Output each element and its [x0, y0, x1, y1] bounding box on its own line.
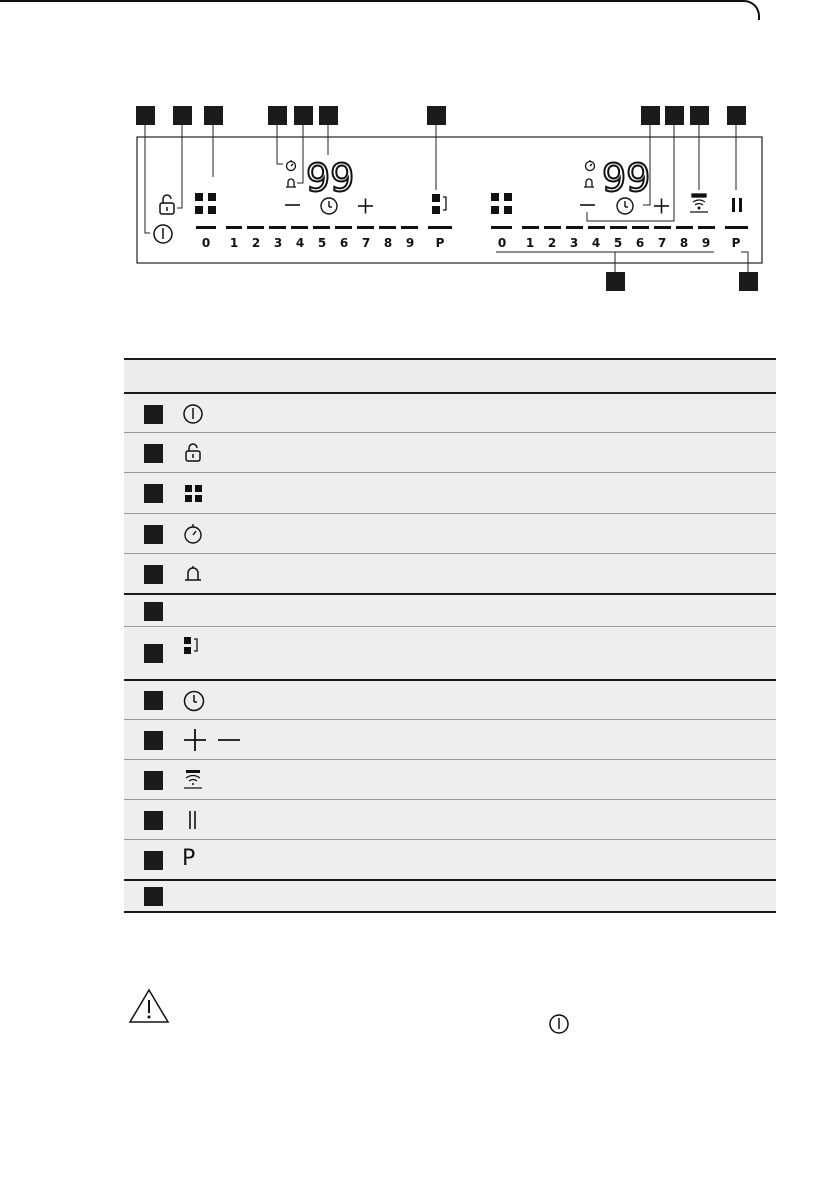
scale-label: 7	[361, 236, 371, 250]
scale-label: 6	[635, 236, 645, 250]
table-row	[124, 839, 776, 879]
callout-7	[427, 106, 446, 125]
callout-4	[268, 106, 287, 125]
bridge-icon	[432, 194, 446, 214]
callout-10	[144, 771, 163, 790]
hood-hob-icon	[182, 769, 204, 791]
scale-label: 8	[383, 236, 393, 250]
timer-icon	[182, 689, 206, 713]
table-row	[124, 432, 776, 472]
table-row	[124, 626, 776, 679]
plus-minus-icon	[182, 728, 242, 752]
scale-label: 9	[405, 236, 415, 250]
table-row	[124, 553, 776, 593]
callout-5	[294, 106, 313, 125]
callout-8	[641, 106, 660, 125]
table-row	[124, 799, 776, 839]
bell-icon-right	[584, 179, 594, 187]
scale-label: 2	[547, 236, 557, 250]
scale-label: 5	[613, 236, 623, 250]
function-table	[124, 358, 776, 913]
callout-9	[144, 731, 163, 750]
power-icon	[154, 225, 172, 243]
p-label: P	[435, 236, 445, 250]
callout-8	[144, 691, 163, 710]
zone-grid-icon	[182, 483, 204, 505]
bell-icon	[182, 562, 204, 586]
scale-label: 3	[569, 236, 579, 250]
plus-icon-right	[654, 199, 669, 214]
scale-label: 0	[201, 236, 211, 250]
scale-label: 6	[339, 236, 349, 250]
scale-label: 4	[591, 236, 601, 250]
callout-13	[144, 887, 163, 906]
scale-label: 1	[525, 236, 535, 250]
table-row	[124, 719, 776, 759]
callout-6	[319, 106, 338, 125]
hood-hob-icon	[690, 194, 708, 212]
table-header	[124, 360, 776, 392]
p-label: P	[731, 236, 741, 250]
timer-icon	[321, 198, 337, 214]
table-row	[124, 392, 776, 432]
callout-3	[204, 106, 223, 125]
timer-icon-right	[617, 198, 633, 214]
callout-1	[144, 405, 163, 424]
callout-11	[727, 106, 746, 125]
table-row	[124, 513, 776, 553]
timer-display-right: 99	[602, 156, 651, 200]
callout-12	[144, 851, 163, 870]
control-panel-diagram	[0, 0, 839, 300]
zone-grid-icon-right	[491, 193, 512, 214]
zone-grid-icon	[195, 193, 216, 214]
pause-icon	[732, 198, 742, 212]
scale-label: 3	[273, 236, 283, 250]
callout-9	[665, 106, 684, 125]
power-icon	[182, 403, 204, 425]
power-scale-left-labels	[202, 236, 445, 250]
scale-label: 1	[229, 236, 239, 250]
lock-icon	[182, 442, 204, 464]
callout-5	[144, 565, 163, 584]
callout-2	[173, 106, 192, 125]
timer-display-left: 99	[306, 156, 355, 200]
callout-2	[144, 444, 163, 463]
callout-1	[136, 106, 155, 125]
power-scale-left	[196, 226, 452, 229]
callout-6	[144, 602, 163, 621]
callout-3	[144, 484, 163, 503]
callout-11	[144, 811, 163, 830]
bridge-icon	[182, 636, 204, 660]
table-row	[124, 472, 776, 513]
power-icon	[548, 1013, 570, 1035]
callout-4	[144, 525, 163, 544]
stopwatch-icon-right	[586, 160, 595, 171]
lock-icon	[160, 195, 174, 214]
scale-label: 4	[295, 236, 305, 250]
bell-icon	[286, 179, 296, 187]
scale-label: 5	[317, 236, 327, 250]
stopwatch-icon	[287, 160, 296, 171]
callout-13	[739, 272, 758, 291]
plus-icon	[358, 199, 373, 214]
pause-icon	[182, 809, 204, 831]
power-scale-right-labels	[498, 236, 741, 250]
scale-label: 0	[497, 236, 507, 250]
stopwatch-icon	[182, 522, 204, 546]
callout-12	[606, 272, 625, 291]
table-row	[124, 879, 776, 911]
callout-7	[144, 644, 163, 663]
warning-triangle-icon	[128, 988, 170, 1024]
scale-label: 2	[251, 236, 261, 250]
callout-10	[690, 106, 709, 125]
table-row	[124, 679, 776, 719]
p-icon: P	[182, 846, 196, 871]
scale-label: 8	[679, 236, 689, 250]
scale-label: 7	[657, 236, 667, 250]
table-row	[124, 759, 776, 799]
table-row	[124, 593, 776, 626]
power-scale-right	[491, 226, 748, 229]
scale-label: 9	[701, 236, 711, 250]
